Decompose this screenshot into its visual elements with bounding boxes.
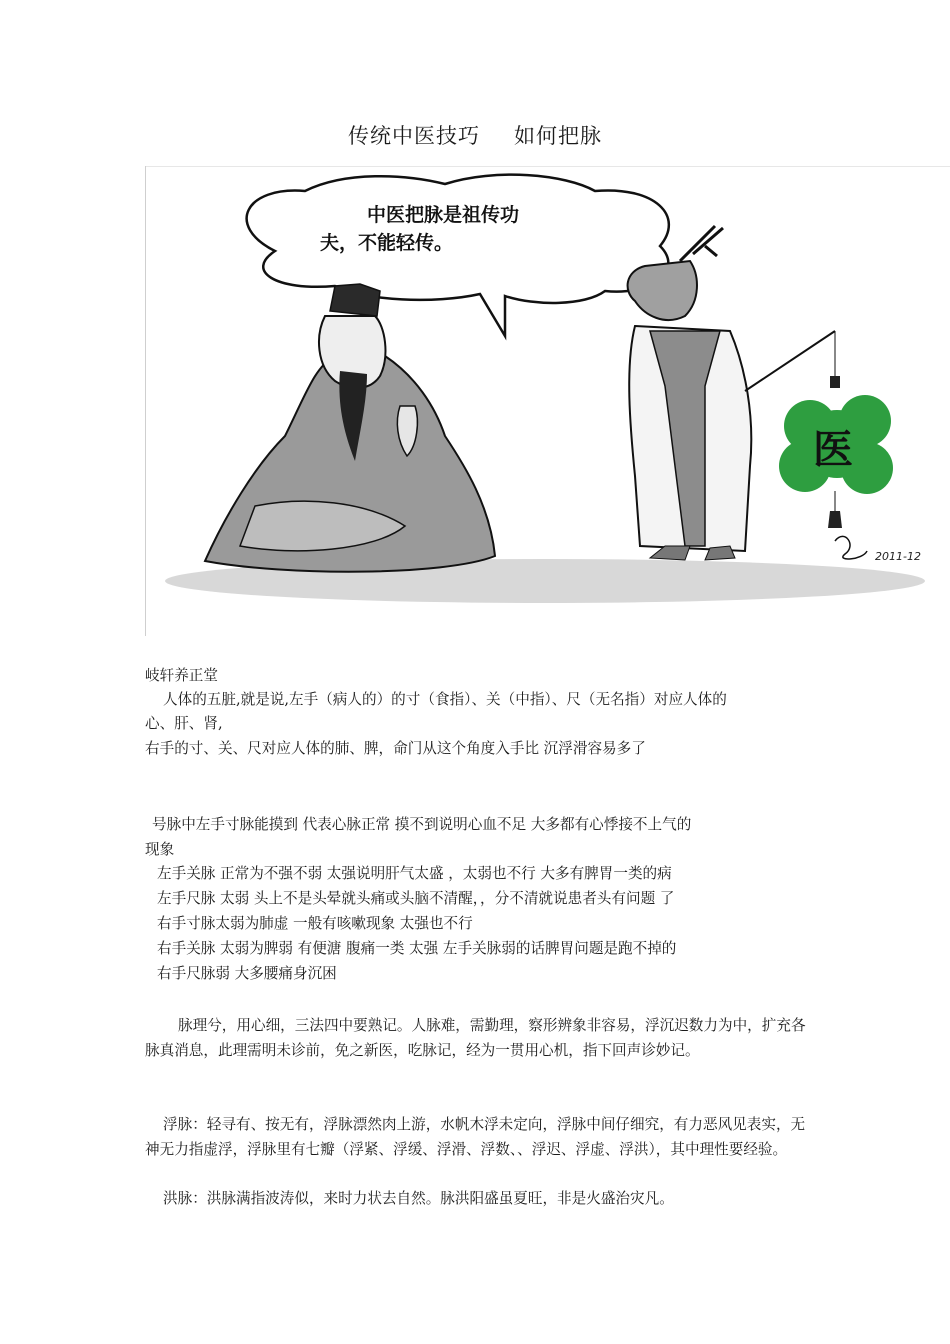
fumai-paragraph: 浮脉：轻寻有、按无有，浮脉漂然肉上游，水帆木浮未定向，浮脉中间仔细究，有力恶风见表实，无神无力指虚浮，浮脉里有七瓣（浮紧、浮缓、浮滑、浮数、、浮迟、浮虚、浮洪），其中理性要经验。 bbox=[145, 1116, 806, 1158]
pulse-line-6: 右手关脉 太弱为脾弱 有便溏 腹痛一类 太强 左手关脉弱的话脾胃问题是跑不掉的 bbox=[157, 940, 677, 957]
intro-line-1: 人体的五脏,就是说,左手（病人的）的寸（食指）、关（中指）、尺（无名指）对应人体的 bbox=[163, 691, 727, 708]
pulse-line-1: 号脉中左手寸脉能摸到 代表心脉正常 摸不到说明心血不足 大多都有心悸接不上气的 bbox=[152, 816, 692, 833]
speech-bubble-line-2: 夫，不能轻传。 bbox=[320, 232, 454, 254]
intro-line-3: 右手的寸、关、尺对应人体的肺、脾，命门从这个角度入手比 沉浮滑容易多了 bbox=[145, 740, 646, 757]
pulse-line-3: 左手关脉 正常为不强不弱 太强说明肝气太盛 ，太弱也不行 大多有脾胃一类的病 bbox=[157, 865, 672, 882]
title-part-1: 传统中医技巧 bbox=[348, 124, 480, 148]
cartoon-illustration bbox=[145, 166, 950, 636]
source-label: 岐轩养正堂 bbox=[145, 667, 218, 684]
hongmai-paragraph: 洪脉：洪脉满指波涛似，来时力状去自然。脉洪阳盛虽夏旺，非是火盛治灾凡。 bbox=[163, 1190, 674, 1207]
pulse-line-2: 现象 bbox=[145, 841, 175, 858]
theory-paragraph: 脉理兮，用心细，三法四中要熟记。人脉难，需勤理，察形辨象非容易，浮沉迟数力为中，扩充各脉真消息，此理需明未诊前，免之新医，吃脉记，经为一贯用心机，指下回声诊妙记。 bbox=[145, 1017, 806, 1059]
signature-date: 2011-12 bbox=[875, 550, 921, 563]
pulse-line-5: 右手寸脉太弱为肺虚 一般有咳嗽现象 太强也不行 bbox=[157, 915, 473, 932]
speech-bubble-line-1: 中医把脉是祖传功 bbox=[367, 204, 520, 226]
page-title bbox=[0, 120, 950, 150]
seal-character: 医 bbox=[813, 427, 853, 473]
title-part-2: 如何把脉 bbox=[514, 124, 602, 148]
intro-line-2: 心、肝、肾, bbox=[145, 715, 223, 732]
pulse-line-7: 右手尺脉弱 大多腰痛身沉困 bbox=[157, 965, 337, 982]
cartoon-drawing bbox=[145, 166, 950, 636]
pulse-line-4: 左手尺脉 太弱 头上不是头晕就头痛或头脑不清醒，，分不清就说患者头有问题 了 bbox=[157, 890, 675, 907]
